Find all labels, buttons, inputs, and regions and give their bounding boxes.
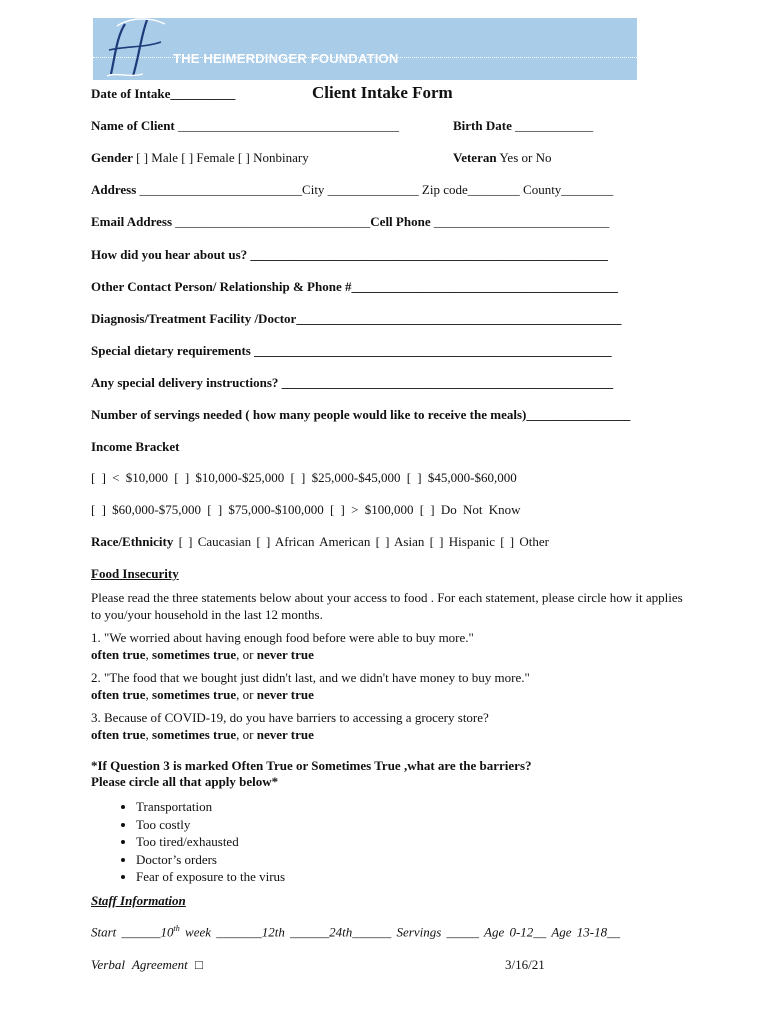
race-options[interactable]: [ ] Caucasian [ ] African American [ ] Asian [ ] Hispanic [ ] Other (173, 534, 549, 549)
staff-info-heading: Staff Information (91, 893, 186, 908)
gender-label: Gender (91, 150, 133, 165)
race-row (91, 534, 549, 550)
gender-options[interactable]: [ ] Male [ ] Female [ ] Nonbinary (132, 150, 309, 165)
veteran-label: Veteran (453, 150, 497, 165)
dietary-field[interactable]: Special dietary requirements _______________________________________________________ (91, 343, 612, 358)
barrier-item[interactable]: • Doctor’s orders (136, 851, 285, 869)
answer-sometimes[interactable]: sometimes true (152, 687, 237, 702)
question-3: 3. Because of COVID-19, do you have barriers to accessing a grocery store? (91, 710, 489, 725)
delivery-field[interactable]: Any special delivery instructions? ___________________________________________________ (91, 375, 614, 390)
answer-options-2[interactable] (91, 687, 314, 703)
staff-start-b[interactable]: week _______12th ______24th______ Servings _____ Age 0-12__ Age 13-18__ (179, 924, 621, 940)
email-label: Email Address (91, 214, 173, 229)
servings-field[interactable]: Number of servings needed ( how many people would like to receive the meals)________________ (91, 407, 631, 422)
barrier-item[interactable]: • Too tired/exhausted (136, 833, 285, 851)
other-contact-field[interactable]: Other Contact Person/ Relationship & Phone #_________________________________________ (91, 279, 618, 294)
food-insecurity-intro: Please read the three statements below about your access to food . For each statement, please circle how it applies to you/your household in the last 12 months. (91, 590, 683, 622)
veteran-row (453, 150, 551, 166)
answer-sep: , (145, 647, 153, 662)
verbal-agreement[interactable]: Verbal Agreement □ (91, 957, 203, 972)
barrier-item[interactable]: • Transportation (136, 798, 285, 816)
email-field[interactable]: ______________________________ (172, 214, 371, 229)
cell-label: Cell Phone (370, 214, 431, 229)
income-options-row1[interactable]: [ ] < $10,000 [ ] $10,000-$25,000 [ ] $25,000-$45,000 [ ] $45,000-$60,000 (91, 470, 517, 485)
date-of-intake: Date of Intake__________ (91, 86, 236, 101)
name-field[interactable]: __________________________________ (174, 118, 400, 133)
header-banner (93, 18, 637, 80)
email-row (91, 214, 609, 230)
birth-field[interactable]: ____________ (511, 118, 594, 133)
question-2: 2. "The food that we bought just didn't last, and we didn't have money to buy more." (91, 670, 530, 685)
name-row (91, 118, 399, 134)
answer-never[interactable]: never true (256, 727, 314, 742)
barrier-question-line1: *If Question 3 is marked Often True or Sometimes True ,what are the barriers? (91, 758, 532, 773)
birth-label: Birth Date (453, 118, 512, 133)
address-row (91, 182, 613, 198)
staff-th: th (173, 924, 180, 933)
answer-sep: , (145, 727, 153, 742)
address-label: Address (91, 182, 137, 197)
barrier-question-line2: Please circle all that apply below* (91, 774, 279, 789)
staff-start-a: Start ______10 (91, 924, 174, 940)
hear-about-field[interactable]: How did you hear about us? _______________________________________________________ (91, 247, 608, 262)
barrier-item[interactable]: • Fear of exposure to the virus (136, 868, 285, 886)
answer-sep: , or (236, 727, 257, 742)
form-date: 3/16/21 (505, 957, 545, 972)
staff-start-row[interactable] (91, 924, 620, 940)
barrier-list (110, 798, 285, 886)
org-name: THE HEIMERDINGER FOUNDATION (173, 51, 399, 66)
race-label: Race/Ethnicity (91, 534, 174, 549)
veteran-options[interactable]: Yes or No (496, 150, 552, 165)
income-options-row2[interactable]: [ ] $60,000-$75,000 [ ] $75,000-$100,000 [ ] > $100,000 [ ] Do Not Know (91, 502, 521, 517)
answer-sep: , or (236, 687, 257, 702)
answer-sep: , or (236, 647, 257, 662)
foundation-logo-icon (103, 18, 173, 80)
answer-sometimes[interactable]: sometimes true (152, 647, 237, 662)
answer-never[interactable]: never true (256, 647, 314, 662)
diagnosis-field[interactable]: Diagnosis/Treatment Facility /Doctor__________________________________________________ (91, 311, 622, 326)
food-insecurity-heading: Food Insecurity (91, 566, 179, 581)
form-title: Client Intake Form (312, 83, 453, 102)
answer-sep: , (145, 687, 153, 702)
income-label: Income Bracket (91, 439, 180, 454)
birth-row (453, 118, 593, 134)
answer-options-1[interactable] (91, 647, 314, 663)
answer-often[interactable]: often true (91, 727, 146, 742)
question-1: 1. "We worried about having enough food before were able to buy more." (91, 630, 474, 645)
answer-never[interactable]: never true (256, 687, 314, 702)
answer-options-3[interactable] (91, 727, 314, 743)
address-fields[interactable]: _________________________City ______________ Zip code________ County________ (136, 182, 614, 197)
name-label: Name of Client (91, 118, 175, 133)
gender-row (91, 150, 309, 166)
answer-often[interactable]: often true (91, 687, 146, 702)
answer-sometimes[interactable]: sometimes true (152, 727, 237, 742)
answer-often[interactable]: often true (91, 647, 146, 662)
barrier-item[interactable]: • Too costly (136, 816, 285, 834)
cell-field[interactable]: ___________________________ (430, 214, 610, 229)
